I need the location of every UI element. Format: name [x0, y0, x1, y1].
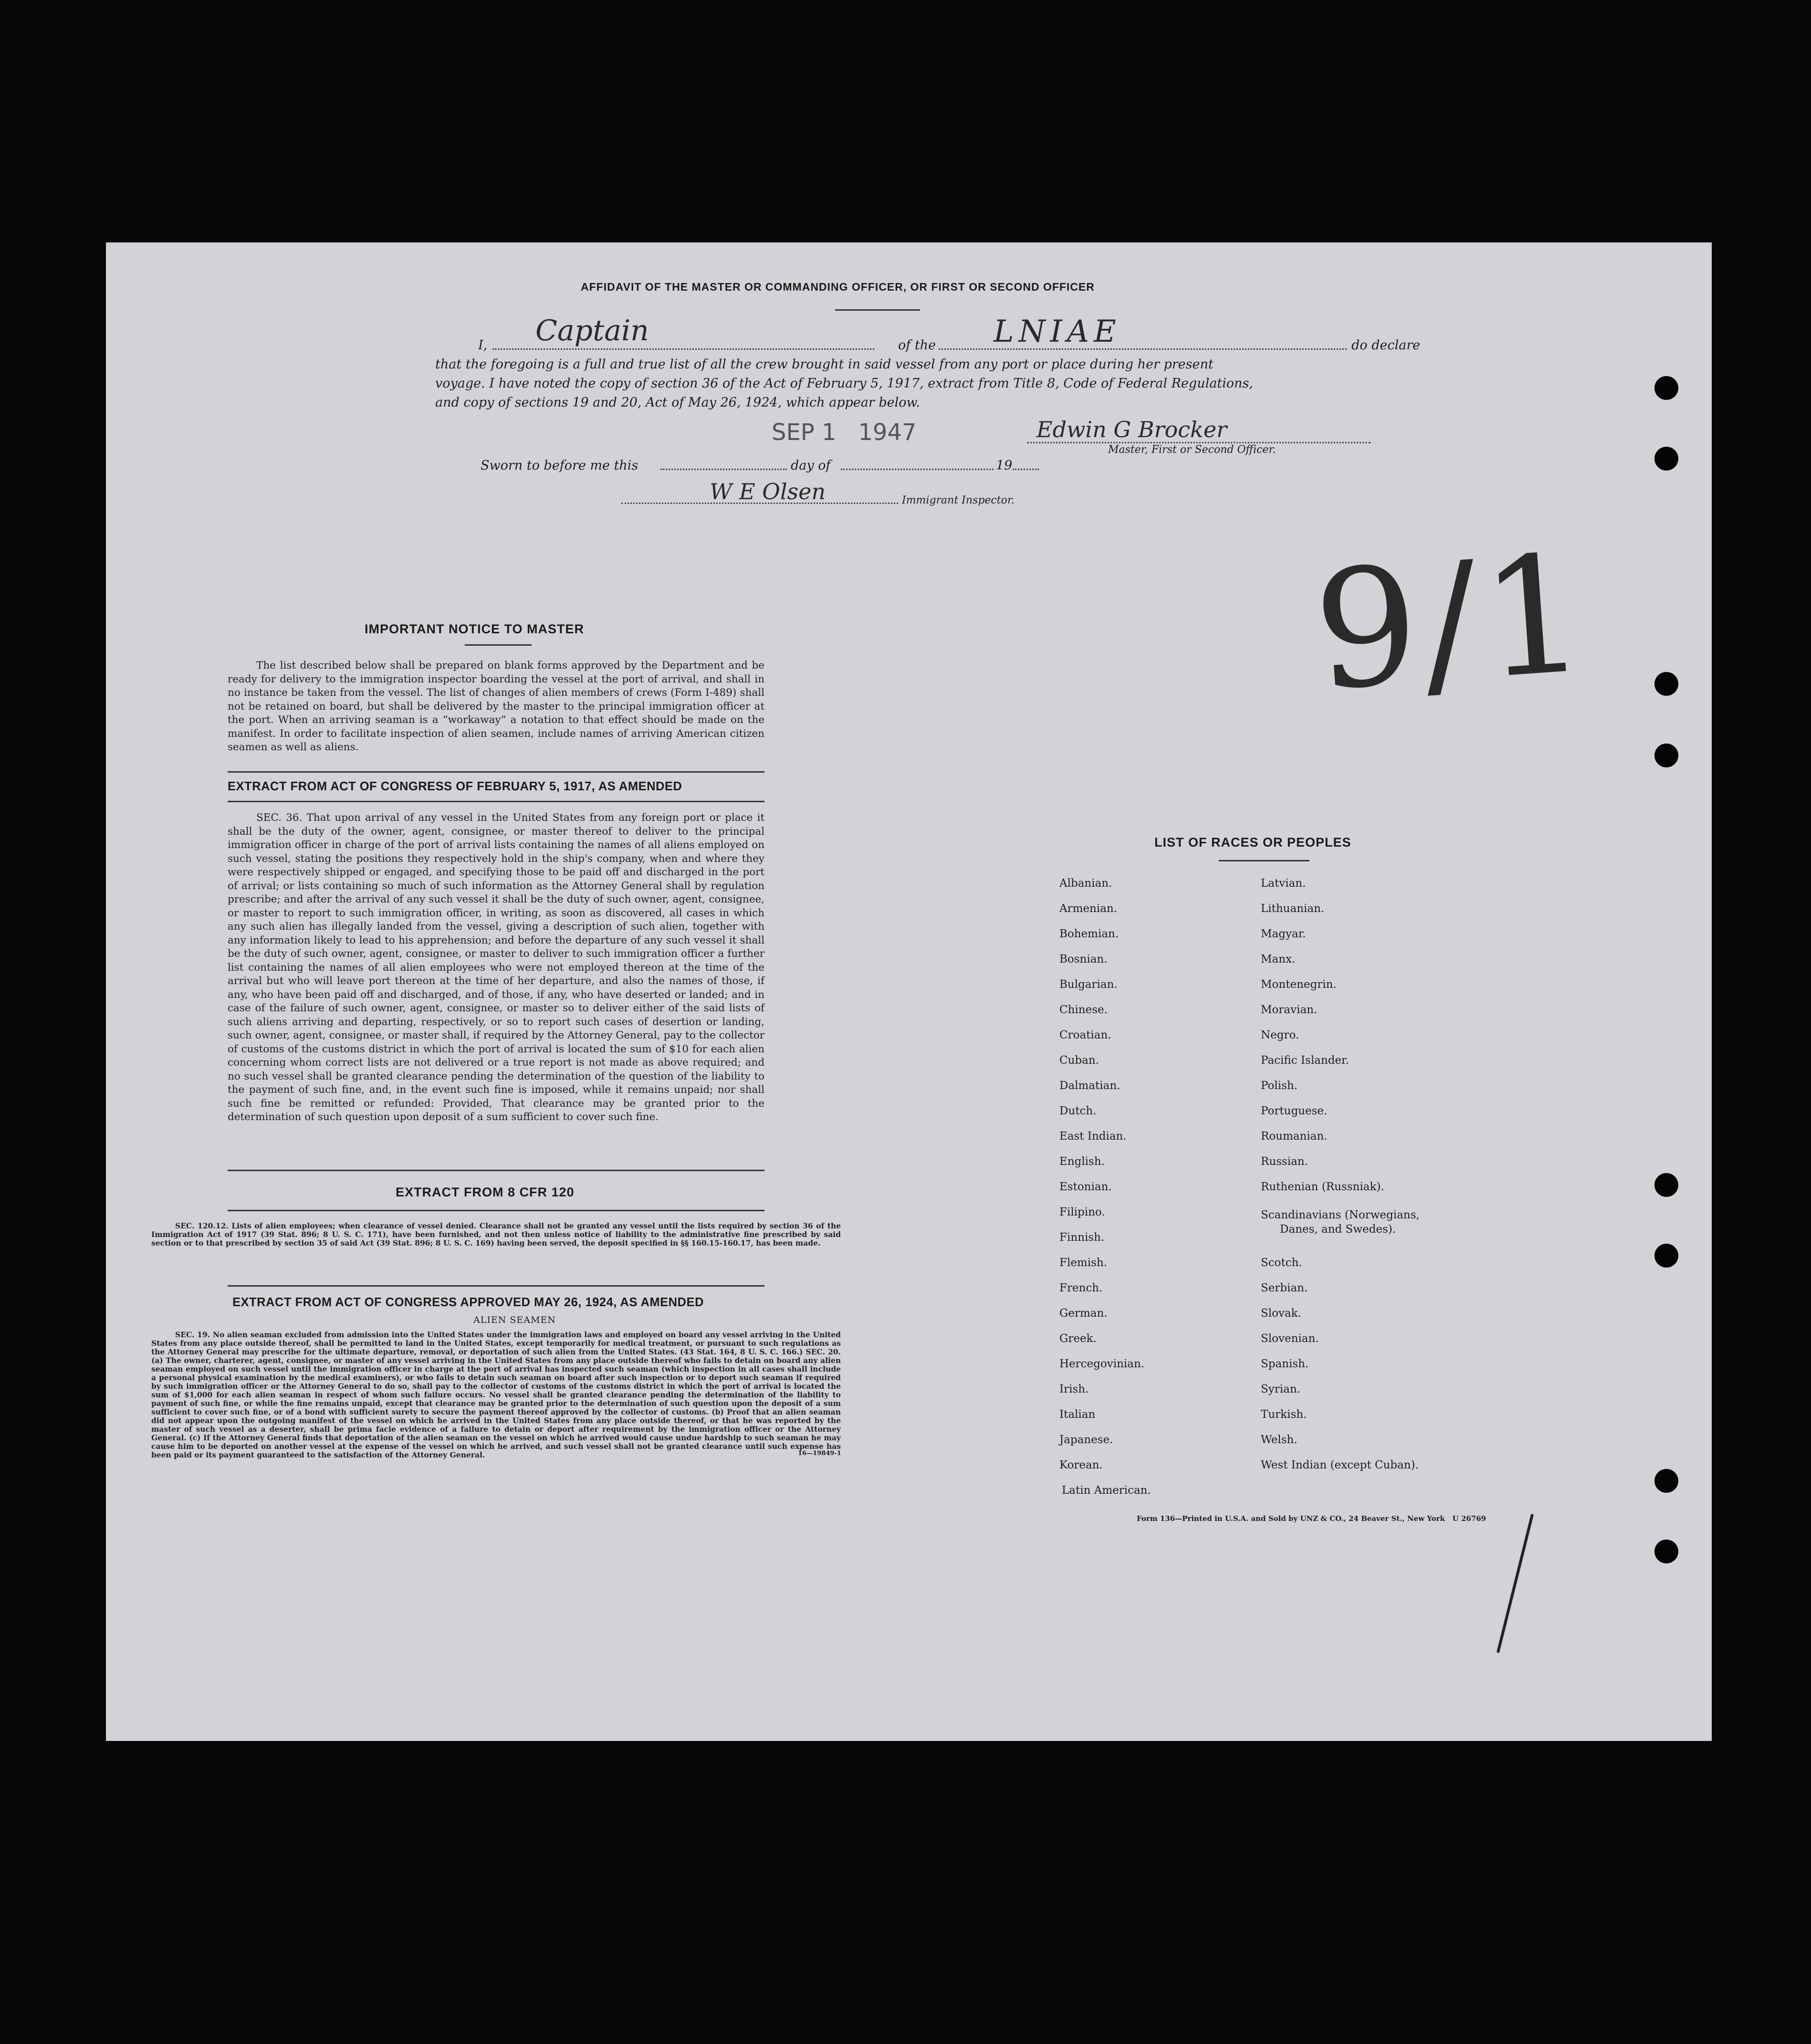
race-right-item: Roumanian.	[1261, 1130, 1328, 1143]
race-left-item: Filipino.	[1059, 1206, 1105, 1218]
handwritten-name: Captain	[535, 314, 649, 347]
race-left-item: Italian	[1059, 1408, 1096, 1421]
race-left-item: Cuban.	[1059, 1054, 1099, 1067]
races-heading-rule	[1219, 860, 1309, 861]
race-left-item: Flemish.	[1059, 1257, 1108, 1269]
inspector-caption: Immigrant Inspector.	[902, 494, 1015, 506]
race-right-item: Scotch.	[1261, 1257, 1302, 1269]
race-right-item: Ruthenian (Russniak).	[1261, 1181, 1384, 1193]
of-the-label: of the	[898, 338, 936, 353]
race-left-item: French.	[1059, 1282, 1103, 1294]
race-right-item: Magyar.	[1261, 928, 1306, 940]
race-right-item: Pacific Islander.	[1261, 1054, 1349, 1067]
master-signature-line	[1027, 442, 1371, 443]
day-of-label: day of	[791, 458, 831, 473]
race-left-item: Albanian.	[1059, 877, 1112, 890]
extract-1924-body: SEC. 19. No alien seaman excluded from admission into the United States under the immigration laws and employed on board any vessel arriving in the United States from any place outside thereof, shall be permitted to land in the United States, except temporarily for medical treatment, or pursuant to such regulations as the Attorney General may prescribe for the ultimate departure, removal, or deportation of such alien from the United States. (43 Stat. 164, 8 U. S. C. 166.) SEC. 20. (a) The owner, charterer, agent, consignee, or master of any vessel arriving in the United States from any place outside thereof who fails to detain on board any alien seaman employed on such vessel until the immigration officer in charge at the port of arrival has inspected such seaman (which inspection in all cases shall include a personal physical examination by the medical examiners), or who fails to detain such seaman on board after such inspection or to deport such seaman if required by such immigration officer or the Attorney General to do so, shall pay to the collector of customs of the customs district in which the port of arrival is located the sum of $1,000 for each alien seaman in respect of whom such failure occurs. No vessel shall be granted clearance pending the determination of the liability to payment of such fine, or while the fine remains unpaid, except that clearance may be granted prior to the determination of such question upon the deposit of a sum sufficient to cover such fine, or of a bond with sufficient surety to secure the payment thereof approved by the collector of customs. (b) Proof that an alien seaman did not appear upon the outgoing manifest of the vessel on which he arrived in the United States from any place outside thereof, or that he was reported by the master of such vessel as a deserter, shall be prima facie evidence of a failure to detain or deport after requirement by the immigration officer or the Attorney General. (c) If the Attorney General finds that deportation of the alien seaman on the vessel on which he arrived would cause undue hardship to such seaman he may cause him to be deported on another vessel at the expense of the vessel on which he arrived, and such vessel shall not be granted clearance until such expense has been paid or its payment guaranteed to the satisfaction of the Attorney General.	[151, 1330, 841, 1459]
form-code: 16—19849-1	[798, 1450, 841, 1457]
affidavit-line-3: voyage. I have noted the copy of section 36 of the Act of February 5, 1917, extract from Title 8, Code of Federal Regulations,	[435, 376, 1253, 391]
race-right-item: Portuguese.	[1261, 1105, 1328, 1117]
extract-1917-bottom-rule	[228, 801, 764, 802]
race-right-item: Spanish.	[1261, 1358, 1309, 1370]
handwritten-stroke	[1497, 1514, 1534, 1654]
race-right-item: Moravian.	[1261, 1004, 1318, 1016]
binder-hole	[1654, 447, 1678, 471]
race-left-item: Finnish.	[1059, 1231, 1105, 1244]
date-stamp: SEP 1 1947	[772, 419, 917, 446]
race-right-item: Latvian.	[1261, 877, 1306, 890]
binder-hole	[1654, 376, 1678, 400]
printer-line: Form 136—Printed in U.S.A. and Sold by UNZ & CO., 24 Beaver St., New York U 26769	[1137, 1514, 1486, 1523]
sworn-label: Sworn to before me this	[481, 458, 639, 473]
inspector-signature: W E Olsen	[710, 479, 826, 504]
sworn-month-blank	[841, 469, 994, 470]
race-left-item: Chinese.	[1059, 1004, 1108, 1016]
race-right-item: Russian.	[1261, 1155, 1308, 1168]
race-left-item: Dutch.	[1059, 1105, 1097, 1117]
notice-body: The list described below shall be prepared on blank forms approved by the Department and be ready for delivery to the immigration inspector boarding the vessel at the port of arrival, and shall in no instance be taken from the vessel. The list of changes of alien members of crews (Form I-489) shall not be retained on board, but shall be delivered by the master to the principal immigration officer at the port. When an arriving seaman is a “workaway” a notation to that effect should be made on the manifest. In order to facilitate inspection of alien seamen, include names of arriving American citizen seamen as well as aliens.	[228, 660, 764, 753]
race-left-item: Bulgarian.	[1059, 978, 1118, 991]
race-right-item: Lithuanian.	[1261, 902, 1325, 915]
affidavit-i-label: I,	[478, 338, 488, 353]
sworn-day-blank	[660, 469, 787, 470]
cfr-bottom-rule	[228, 1210, 764, 1211]
race-left-item: German.	[1059, 1307, 1108, 1320]
race-left-item: Armenian.	[1059, 902, 1118, 915]
inspector-signature-line	[621, 503, 898, 504]
alien-seamen-subheading: ALIEN SEAMEN	[473, 1315, 556, 1325]
master-signature-caption: Master, First or Second Officer.	[1108, 444, 1276, 456]
race-left-item: East Indian.	[1059, 1130, 1127, 1143]
race-right-item: Manx.	[1261, 953, 1296, 965]
extract-1917-heading: EXTRACT FROM ACT OF CONGRESS OF FEBRUARY 5, 1917, AS AMENDED	[228, 780, 682, 793]
binder-hole	[1654, 1173, 1678, 1197]
races-heading: LIST OF RACES OR PEOPLES	[1154, 835, 1351, 849]
race-left-item: Bosnian.	[1059, 953, 1108, 965]
race-right-item: Slovenian.	[1261, 1332, 1319, 1345]
handwritten-vessel-name: LNIAE	[994, 314, 1121, 349]
race-left-item: Japanese.	[1059, 1434, 1113, 1446]
binder-hole	[1654, 1469, 1678, 1493]
race-right-item: Polish.	[1261, 1080, 1298, 1092]
race-left-item: Korean.	[1059, 1459, 1103, 1471]
name-blank	[492, 348, 874, 350]
race-left-item: Bohemian.	[1059, 928, 1119, 940]
race-left-item: Greek.	[1059, 1332, 1097, 1345]
race-right-item: Montenegrin.	[1261, 978, 1337, 991]
affidavit-line-2: that the foregoing is a full and true list of all the crew brought in said vessel from any port or place during her present	[435, 357, 1214, 372]
race-left-item: Croatian.	[1059, 1029, 1111, 1041]
race-left-item: English.	[1059, 1155, 1105, 1168]
extract-1917-body: SEC. 36. That upon arrival of any vessel in the United States from any foreign port or place it shall be the duty of the owner, agent, consignee, or master thereof to deliver to the principal immigration officer in charge of the port of arrival lists containing the names of all aliens employed on such vessel, stating the positions they respectively hold in the ship's company, when and where they were respectively shipped or engaged, and specifying those to be paid off and discharged in the port of arrival; or lists containing so much of such information as the Attorney General shall by regulation prescribe; and after the arrival of any such vessel it shall be the duty of such owner, agent, consignee, or master to report to such immigration officer, in writing, as soon as discovered, all cases in which any such alien has illegally landed from the vessel, giving a description of such alien, together with any information likely to lead to his apprehension; and before the departure of any such vessel it shall be the duty of such owner, agent, consignee, or master to deliver to such immigration officer a further list containing the names of all alien employees who were not employed thereon at the time of the arrival but who will leave port thereon at the time of her departure, and also the names of those, if any, who have been paid off and discharged, and of those, if any, who have deserted or landed; and in case of the failure of such owner, agent, consignee, or master so to deliver either of the said lists of such aliens arriving and departing, respectively, or so to report such cases of desertion or landing, such owner, agent, consignee, or master shall, if required by the Attorney General, pay to the collector of customs of the customs district in which the port of arrival is located the sum of $10 for each alien concerning whom correct lists are not delivered or a true report is not made as above required; and no such vessel shall be granted clearance pending the determination of the question of the liability to the payment of such fine, and, in the event such fine is imposed, while it remains unpaid; nor shall such fine be remitted or refunded: Provided, That clearance may be granted prior to the determination of such question upon deposit of a sum sufficient to cover such fine.	[228, 812, 764, 1123]
race-right-item: Negro.	[1261, 1029, 1299, 1041]
sworn-year-blank	[1013, 469, 1039, 470]
race-right-item: Scandinavians (Norwegians,	[1261, 1209, 1420, 1221]
year-prefix-label: 19	[996, 458, 1013, 473]
cfr-body: SEC. 120.12. Lists of alien employees; when clearance of vessel denied. Clearance shall not be granted any vessel until the lists required by section 36 of the Immigration Act of 1917 (39 Stat. 896; 8 U. S. C. 171), have been furnished, and not then unless notice of liability to the administrative fine prescribed by said section or to that prescribed by section 35 of said Act (39 Stat. 896; 8 U. S. C. 169) having been served, the deposit specified in §§ 160.15-160.17, has been made.	[151, 1221, 841, 1247]
affidavit-line-4: and copy of sections 19 and 20, Act of May 26, 1924, which appear below.	[435, 395, 920, 410]
race-left-item: Hercegovinian.	[1059, 1358, 1145, 1370]
race-left-item: Latin American.	[1062, 1484, 1151, 1497]
race-right-item: Turkish.	[1261, 1408, 1307, 1421]
binder-hole	[1654, 1540, 1678, 1563]
notice-heading-rule	[465, 644, 532, 646]
cfr-heading: EXTRACT FROM 8 CFR 120	[396, 1185, 575, 1199]
binder-hole	[1654, 672, 1678, 696]
extract-1924-heading: EXTRACT FROM ACT OF CONGRESS APPROVED MAY 26, 1924, AS AMENDED	[232, 1296, 704, 1309]
handwritten-file-mark: 9/1	[1309, 519, 1597, 727]
affidavit-heading: AFFIDAVIT OF THE MASTER OR COMMANDING OFFICER, OR FIRST OR SECOND OFFICER	[581, 281, 1095, 293]
do-declare-label: do declare	[1351, 338, 1421, 353]
extract-1917-top-rule	[228, 771, 764, 773]
race-left-item: Dalmatian.	[1059, 1080, 1120, 1092]
notice-heading: IMPORTANT NOTICE TO MASTER	[365, 622, 584, 636]
affidavit-heading-rule	[835, 309, 920, 311]
race-left-item: Estonian.	[1059, 1181, 1112, 1193]
race-right-item: Slovak.	[1261, 1307, 1301, 1320]
master-signature: Edwin G Brocker	[1036, 417, 1227, 442]
document-page	[106, 242, 1712, 1741]
race-right-item: Syrian.	[1261, 1383, 1300, 1395]
race-left-item: Irish.	[1059, 1383, 1089, 1395]
binder-hole	[1654, 744, 1678, 767]
binder-hole	[1654, 1244, 1678, 1268]
extract-1924-top-rule	[228, 1285, 764, 1287]
race-right-item: Danes, and Swedes).	[1280, 1223, 1396, 1236]
race-right-item: West Indian (except Cuban).	[1261, 1459, 1419, 1471]
race-right-item: Welsh.	[1261, 1434, 1298, 1446]
cfr-top-rule	[228, 1170, 764, 1171]
race-right-item: Serbian.	[1261, 1282, 1308, 1294]
